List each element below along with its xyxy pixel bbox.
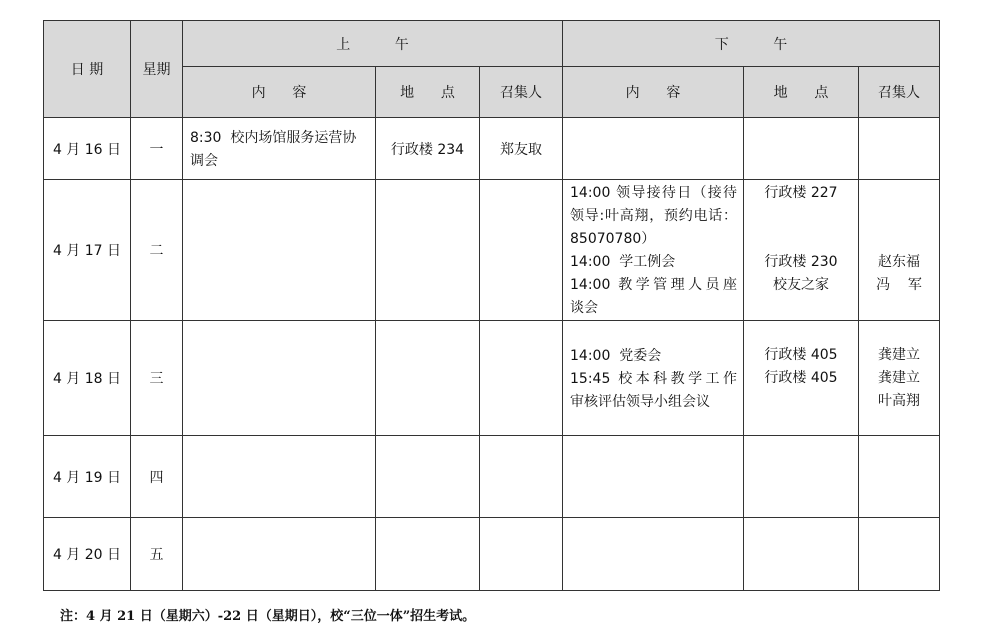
table-row [44, 321, 940, 436]
weekday-cell: 一 [131, 118, 183, 180]
pm-convener-cell [859, 518, 940, 591]
pm-content-line: 14:00 领导接待日（接待 [570, 185, 738, 201]
pm-place-line: 行政楼 405 [764, 346, 838, 363]
pm-place-line: 行政楼 227 [764, 185, 838, 201]
pm-content-cell [563, 118, 744, 180]
am-convener-cell [480, 436, 563, 518]
pm-place-cell [744, 518, 859, 591]
header-date: 日 期 [44, 21, 131, 118]
date-cell: 4 月 18 日 [44, 321, 131, 436]
pm-convener-line: 龚建立 [878, 346, 921, 363]
pm-convener-line: 龚建立 [878, 369, 921, 386]
pm-content-cell [563, 321, 744, 436]
header-morning: 上 午 [183, 21, 563, 67]
am-place-cell [376, 321, 480, 436]
pm-content-cell [563, 180, 744, 321]
pm-convener-line: 冯 军 [876, 277, 922, 293]
header-am-content: 内 容 [183, 67, 376, 118]
pm-content-line: 领导:叶高翔，预约电话： [570, 208, 738, 224]
pm-place-line: 校友之家 [773, 277, 830, 293]
pm-convener-line [859, 182, 939, 205]
date-cell: 4 月 16 日 [44, 118, 131, 180]
pm-content-line: 谈会 [570, 300, 599, 316]
header-am-convener: 召集人 [480, 67, 563, 118]
pm-place-cell [744, 321, 859, 436]
pm-content-line: 85070780） [570, 231, 656, 247]
table-row [44, 518, 940, 591]
pm-content-line: 审核评估领导小组会议 [570, 393, 711, 410]
pm-content-line: 15:45 校本科教学工作 [570, 370, 738, 387]
header-afternoon: 下 午 [563, 21, 940, 67]
pm-convener-cell [859, 321, 940, 436]
am-convener-cell [480, 518, 563, 591]
pm-content-cell [563, 518, 744, 591]
am-convener-cell [480, 180, 563, 321]
am-content-cell [183, 118, 376, 180]
header-pm-content: 内 容 [563, 67, 744, 118]
header-am-place: 地 点 [376, 67, 480, 118]
am-place-cell [376, 436, 480, 518]
date-cell: 4 月 17 日 [44, 180, 131, 321]
pm-convener-cell [859, 436, 940, 518]
am-place-cell [376, 518, 480, 591]
weekday-cell: 四 [131, 436, 183, 518]
pm-place-line [744, 390, 858, 413]
weekday-cell: 三 [131, 321, 183, 436]
am-content-cell [183, 518, 376, 591]
table-row [44, 436, 940, 518]
pm-content-line: 14:00 教学管理人员座 [570, 277, 738, 293]
am-place-cell [376, 180, 480, 321]
pm-place-line [744, 228, 858, 251]
weekday-cell: 五 [131, 518, 183, 591]
am-convener-cell: 郑友取 [480, 118, 563, 180]
pm-place-cell [744, 436, 859, 518]
weekday-cell: 二 [131, 180, 183, 321]
table-row [44, 118, 940, 180]
am-content-line: 8:30 校内场馆服务运营协 [190, 129, 357, 146]
date-cell: 4 月 19 日 [44, 436, 131, 518]
header-pm-place: 地 点 [744, 67, 859, 118]
pm-convener-line [859, 228, 939, 251]
pm-convener-line [859, 205, 939, 228]
pm-content-line: 14:00 党委会 [570, 347, 662, 364]
pm-place-line: 行政楼 405 [764, 369, 838, 386]
schedule-table [43, 20, 940, 591]
footnote: 注：4 月 21 日（星期六）-22 日（星期日），校“三位一体”招生考试。 [60, 609, 476, 624]
am-content-cell [183, 321, 376, 436]
date-cell: 4 月 20 日 [44, 518, 131, 591]
pm-place-cell [744, 118, 859, 180]
pm-place-line: 行政楼 230 [764, 254, 838, 270]
pm-convener-line: 叶高翔 [878, 392, 921, 409]
am-content-cell [183, 180, 376, 321]
table-row [44, 180, 940, 321]
header-pm-convener: 召集人 [859, 67, 940, 118]
am-content-cell [183, 436, 376, 518]
am-place-cell: 行政楼 234 [376, 118, 480, 180]
am-content-line: 调会 [190, 152, 218, 169]
am-convener-cell [480, 321, 563, 436]
header-weekday: 星期 [131, 21, 183, 118]
pm-convener-line: 赵东福 [878, 254, 921, 270]
pm-place-line [744, 205, 858, 228]
pm-convener-cell [859, 118, 940, 180]
pm-convener-cell [859, 180, 940, 321]
pm-place-cell [744, 180, 859, 321]
pm-content-line: 14:00 学工例会 [570, 254, 676, 270]
pm-content-cell [563, 436, 744, 518]
